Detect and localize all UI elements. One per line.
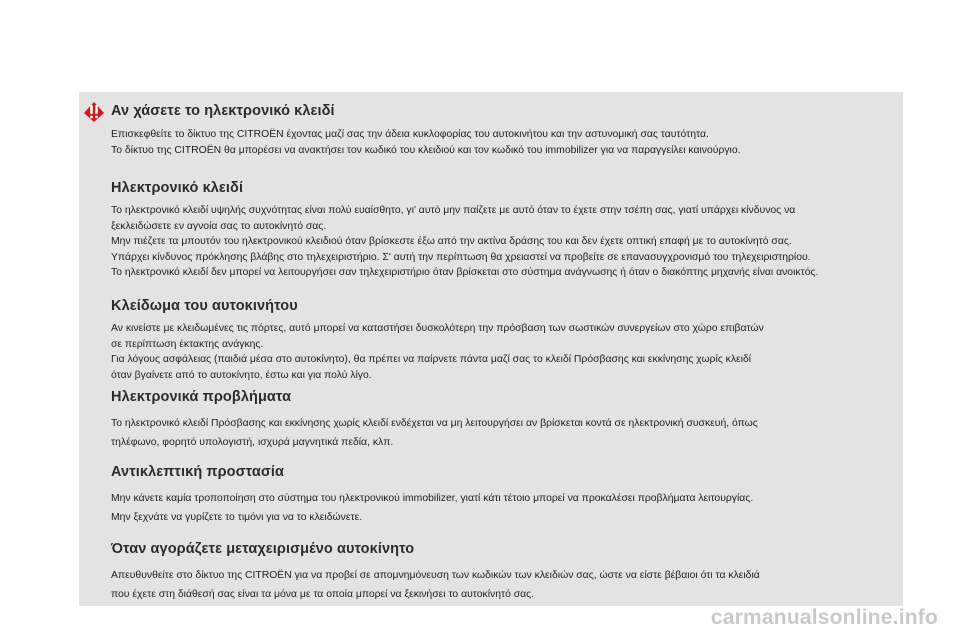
- paragraph-line: όταν βγαίνετε από το αυτοκίνητο, έστω και για πολύ λίγο.: [111, 369, 372, 381]
- section-electronic-key: [111, 180, 897, 281]
- paragraph-line: Το ηλεκτρονικό κλειδί υψηλής συχνότητας είναι πολύ ευαίσθητο, γι' αυτό μην παίζετε με αυτό όταν το έχετε στην τσέπη σας, γιατί υπάρχει κίνδυνος να: [111, 205, 796, 216]
- paragraph-line: Επισκεφθείτε το δίκτυο της CITROËN έχοντας μαζί σας την άδεια κυκλοφορίας του αυτοκινήτου και την αστυνομική σας ταυτότητα.: [111, 129, 709, 140]
- paragraph-line: Το ηλεκτρονικό κλειδί Πρόσβασης και εκκίνησης χωρίς κλειδί ενδέχεται να μη λειτουργήσει αν βρίσκεται κοντά σε ηλεκτρονική συσκευή, όπως: [111, 418, 758, 429]
- paragraph-line: Αν κινείστε με κλειδωμένες τις πόρτες, αυτό μπορεί να καταστήσει δυσκολότερη την πρόσβαση των σωστικών συνεργείων στο χώρο επιβατών: [111, 323, 764, 334]
- section-used-car: [111, 541, 897, 604]
- paragraph-line: ξεκλειδώσετε εν αγνοία σας το αυτοκίνητό σας.: [111, 220, 327, 232]
- section-title: Αντικλεπτική προστασία: [111, 464, 284, 480]
- watermark: carmanualsonline.info: [710, 606, 938, 629]
- paragraph-line: Το δίκτυο της CITROËN θα μπορέσει να ανακτήσει τον κωδικό του κλειδιού και τον κωδικό του immobilizer για να παραγγείλει καινούργιο.: [111, 144, 741, 156]
- paragraph-line: τηλέφωνο, φορητό υπολογιστή, ισχυρά μαγνητικά πεδία, κλπ.: [111, 437, 394, 448]
- paragraph-line: Το ηλεκτρονικό κλειδί δεν μπορεί να λειτουργήσει σαν τηλεχειριστήριο όταν βρίσκεται στο σύστημα ανάγνωσης ή όταν ο διακόπτης μηχανής είναι ανοικτός.: [111, 267, 819, 278]
- warning-exclamation-icon: [83, 101, 105, 123]
- section-locking: [111, 298, 897, 383]
- section-title: Όταν αγοράζετε μεταχειρισμένο αυτοκίνητο: [111, 541, 415, 557]
- paragraph-line: Υπάρχει κίνδυνος πρόκλησης βλάβης στο τηλεχειριστήριο. Σ' αυτή την περίπτωση θα χρειαστεί να προβείτε σε επανασυγχρονισμό του τηλεχειριστηρίου.: [111, 251, 811, 263]
- section-electronic-problems: [111, 389, 897, 452]
- paragraph-line: που έχετε στη διάθεσή σας είναι τα μόνα με τα οποία μπορεί να ξεκινήσει το αυτοκίνητό σας.: [111, 589, 535, 600]
- paragraph-line: Μην πιέζετε τα μπουτόν του ηλεκτρονικού κλειδιού όταν βρίσκεστε έξω από την ακτίνα δράσης του και δεν έχετε οπτική επαφή με το αυτοκίνητό σας.: [111, 236, 792, 247]
- section-title: Κλείδωμα του αυτοκινήτου: [111, 298, 298, 314]
- section-lost-key: [111, 103, 897, 158]
- paragraph-line: Απευθυνθείτε στο δίκτυο της CITROËN για να προβεί σε απομνημόνευση των κωδικών των κλειδιών σας, ώστε να είστε βέβαιοι ότι τα κλειδιά: [111, 570, 760, 581]
- section-title: Ηλεκτρονικά προβλήματα: [111, 389, 292, 405]
- section-title: Αν χάσετε το ηλεκτρονικό κλειδί: [111, 103, 335, 119]
- section-title: Ηλεκτρονικό κλειδί: [111, 180, 244, 196]
- paragraph-line: Μην ξεχνάτε να γυρίζετε το τιμόνι για να το κλειδώνετε.: [111, 512, 363, 523]
- paragraph-line: Για λόγους ασφάλειας (παιδιά μέσα στο αυτοκίνητο), θα πρέπει να παίρνετε πάντα μαζί σας το κλειδί Πρόσβασης και εκκίνησης χωρίς κλειδί: [111, 354, 752, 365]
- paragraph-line: σε περίπτωση έκτακτης ανάγκης.: [111, 338, 264, 350]
- paragraph-line: Μην κάνετε καμία τροποποίηση στο σύστημα του ηλεκτρονικού immobilizer, γιατί κάτι τέτοιο μπορεί να προκαλέσει προβλήματα λειτουργίας.: [111, 493, 754, 504]
- section-anti-theft: [111, 464, 897, 527]
